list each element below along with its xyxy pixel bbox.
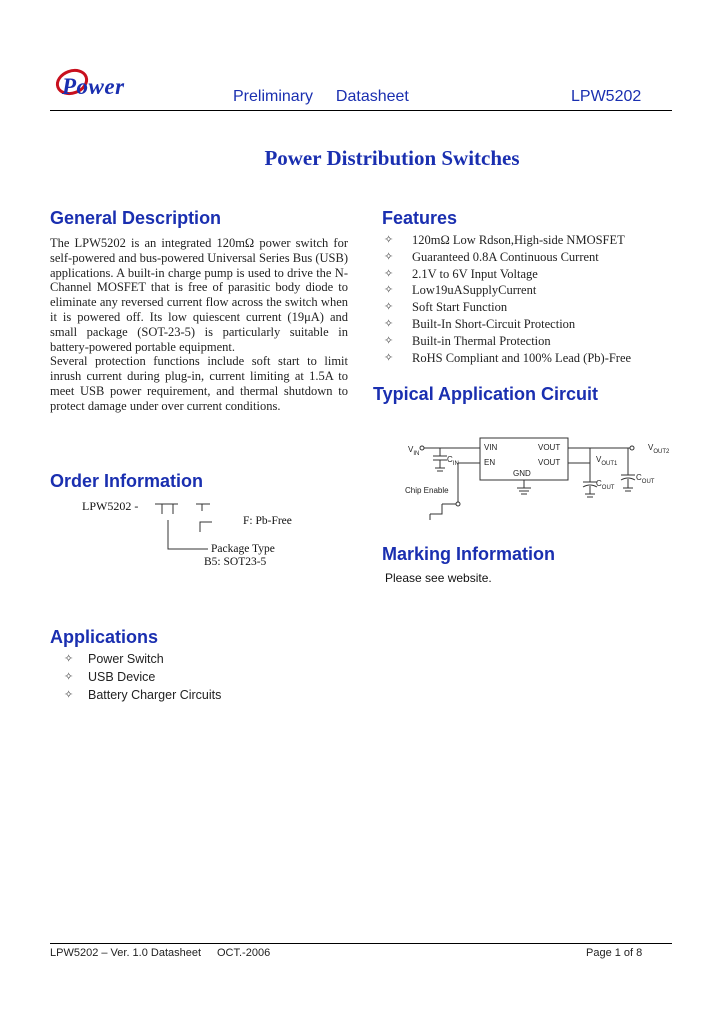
list-item: ✧ USB Device	[64, 670, 156, 684]
pin-gnd-label: GND	[513, 469, 531, 478]
typical-application-heading: Typical Application Circuit	[373, 384, 599, 404]
bullet-icon: ✧	[64, 689, 74, 701]
features-list	[384, 233, 704, 367]
footer-date: OCT.-2006	[217, 947, 271, 959]
bullet-icon: ✧	[384, 301, 394, 314]
marking-information-text: Please see website.	[385, 571, 492, 585]
footer-page: Page 1 of 8	[586, 947, 643, 959]
applications-list	[52, 652, 332, 706]
order-part-prefix: LPW5202 -	[82, 499, 139, 513]
header-preliminary: Preliminary	[233, 88, 314, 105]
applications-heading: Applications	[50, 627, 159, 647]
bullet-icon: ✧	[64, 653, 74, 665]
order-code-diagram	[150, 502, 220, 554]
order-package-code: B5: SOT23-5	[204, 556, 267, 568]
features-heading: Features	[382, 208, 458, 228]
svg-text:VIN: $V_{IN}$	[408, 445, 420, 457]
bullet-icon: ✧	[384, 267, 394, 280]
bullet-icon: ✧	[384, 234, 394, 246]
order-package-type: Package Type	[211, 543, 275, 555]
list-item: ✧ Built-in Thermal Protection	[384, 333, 551, 348]
bullet-icon: ✧	[384, 351, 394, 364]
general-description-paragraph-1: The LPW5202 is an integrated 120mΩ power switch for self-powered and bus-powered Universal Series Bus (USB) applications. A built-in charge pump is used to drive the N-Channel MOSFET that is free of parasitic body diode to eliminate any reversed current flow across the switch when it is powered off. Its low quiescent current (19μA) and small package (SOT-23-5) is particularly suitable in battery-powered portable equipment.	[50, 236, 348, 354]
bullet-icon: ✧	[384, 250, 394, 263]
header-rule	[50, 110, 672, 111]
list-item: ✧ 2.1V to 6V Input Voltage	[384, 266, 538, 281]
svg-text:VOUT2: $V_{OUT2}$	[648, 443, 670, 455]
pin-en-label: EN	[484, 458, 496, 467]
list-item: ✧ Built-In Short-Circuit Protection	[384, 316, 576, 331]
header-part-number: LPW5202	[571, 88, 642, 105]
list-item: ✧ RoHS Compliant and 100% Lead (Pb)-Free	[384, 350, 632, 365]
list-item: ✧ Soft Start Function	[384, 300, 508, 315]
general-description-heading: General Description	[50, 208, 222, 228]
list-item: ✧ Low19uASupplyCurrent	[384, 283, 537, 298]
brand-logo	[54, 64, 154, 104]
general-description-body	[50, 236, 348, 414]
order-information-heading: Order Information	[50, 471, 204, 491]
pin-vin-label: VIN	[484, 443, 498, 452]
list-item: ✧ Guaranteed 0.8A Continuous Current	[384, 249, 599, 264]
page-title: Power Distribution Switches	[264, 146, 520, 170]
list-item: ✧ Power Switch	[64, 652, 164, 666]
order-pb-free: F: Pb-Free	[243, 515, 292, 527]
svg-text:VOUT1: $V_{OUT1}$	[596, 455, 618, 467]
list-item: ✧ 120mΩ Low Rdson,High-side NMOSFET	[384, 233, 625, 247]
pin-vout1-label: VOUT	[538, 443, 561, 452]
chip-enable-label: Chip Enable	[405, 486, 449, 495]
marking-information-heading: Marking Information	[382, 544, 556, 564]
bullet-icon: ✧	[384, 317, 394, 330]
enable-step-wave	[430, 504, 442, 514]
bullet-icon: ✧	[384, 334, 394, 347]
bullet-icon: ✧	[64, 671, 74, 683]
svg-text:CIN: $C_{IN}$	[447, 455, 459, 467]
footer-doc: LPW5202 – Ver. 1.0 Datasheet	[50, 947, 202, 959]
general-description-paragraph-2: Several protection functions include soft start to limit inrush current during plug-in, current limiting at 1.5A to meet USB power requirement, and thermal shutdown to protect damage under over current conditions.	[50, 354, 348, 413]
svg-text:COUT: $C_{OUT}$	[636, 473, 655, 485]
list-item: ✧ Battery Charger Circuits	[64, 688, 222, 702]
header-doc-type	[233, 88, 409, 106]
logo-text: Power	[62, 74, 125, 99]
footer-rule	[50, 943, 672, 944]
pin-vout2-label: VOUT	[538, 458, 561, 467]
header-datasheet: Datasheet	[335, 88, 409, 105]
bullet-icon: ✧	[384, 284, 394, 297]
application-circuit-diagram	[400, 430, 690, 530]
svg-text:COUT: $C_{OUT}$	[596, 479, 615, 491]
